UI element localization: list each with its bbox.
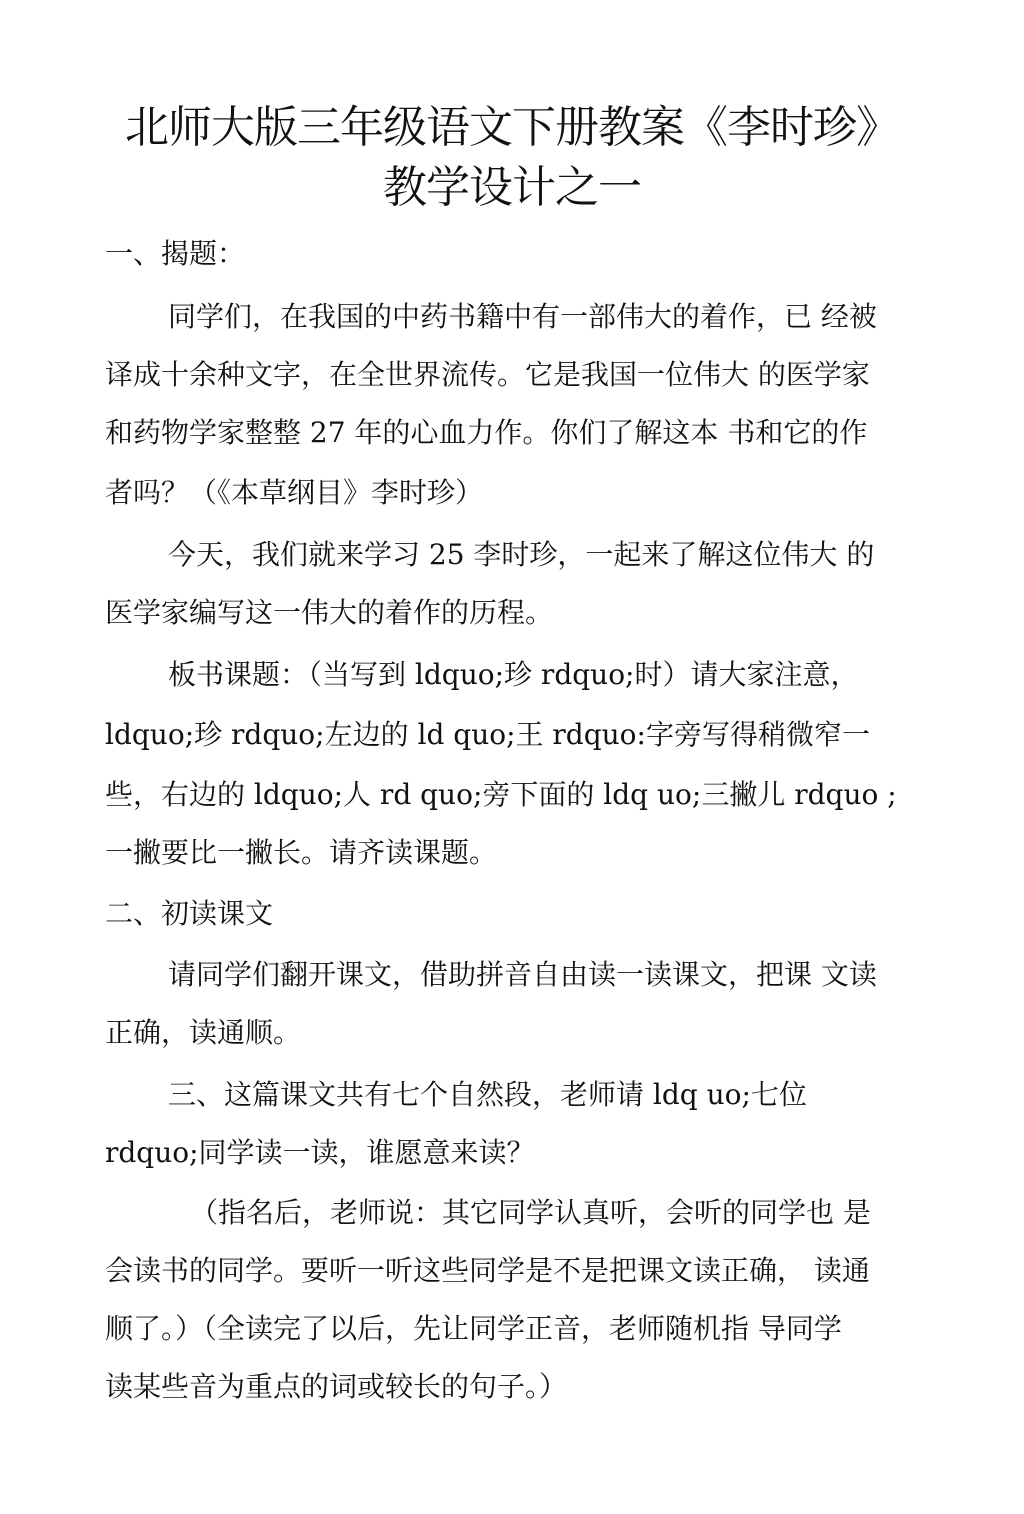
paragraph-line: 今天，我们就来学习 25 李时珍，一起来了解这位伟大 的: [168, 538, 875, 571]
paragraph-line: 顺了。）（全读完了以后，先让同学正音，老师随机指 导同学: [105, 1312, 842, 1345]
paragraph-line: 些，右边的 ldquo;人 rd quo;旁下面的 ldq uo;三撇儿 rdquo ;: [105, 778, 897, 811]
paragraph-line: 同学们，在我国的中药书籍中有一部伟大的着作，已 经被: [168, 300, 877, 333]
paragraph-line: 一撇要比一撇长。请齐读课题。: [105, 836, 498, 869]
section-heading-3: 三、这篇课文共有七个自然段，老师请 ldq uo;七位: [168, 1078, 807, 1111]
paragraph-line: （指名后，老师说：其它同学认真听，会听的同学也 是: [190, 1196, 871, 1229]
section-heading-1: 一、揭题：: [105, 237, 246, 270]
paragraph-line: 请同学们翻开课文，借助拼音自由读一读课文，把课 文读: [168, 958, 877, 991]
document-title-line-2: 教学设计之一: [383, 162, 641, 213]
paragraph-line: 者吗？（《本草纲目》李时珍）: [105, 476, 484, 509]
paragraph-line: 会读书的同学。要听一听这些同学是不是把课文读正确， 读通: [105, 1254, 870, 1287]
paragraph-line: 正确，读通顺。: [105, 1016, 302, 1049]
paragraph-line: 医学家编写这一伟大的着作的历程。: [105, 596, 554, 629]
paragraph-line: 板书课题：（当写到 ldquo;珍 rdquo;时）请大家注意，: [168, 658, 859, 691]
paragraph-line: rdquo;同学读一读，谁愿意来读？: [105, 1136, 535, 1169]
paragraph-line: 读某些音为重点的词或较长的句子。）: [105, 1370, 568, 1403]
paragraph-line: ldquo;珍 rdquo;左边的 ld quo;王 rdquo:字旁写得稍微窄一: [105, 718, 870, 751]
paragraph-line: 和药物学家整整 27 年的心血力作。你们了解这本 书和它的作: [105, 416, 868, 449]
section-heading-2: 二、初读课文: [105, 897, 274, 930]
document-title-line-1: 北师大版三年级语文下册教案《李时珍》: [125, 102, 899, 153]
paragraph-line: 译成十余种文字，在全世界流传。它是我国一位伟大 的医学家: [105, 358, 870, 391]
